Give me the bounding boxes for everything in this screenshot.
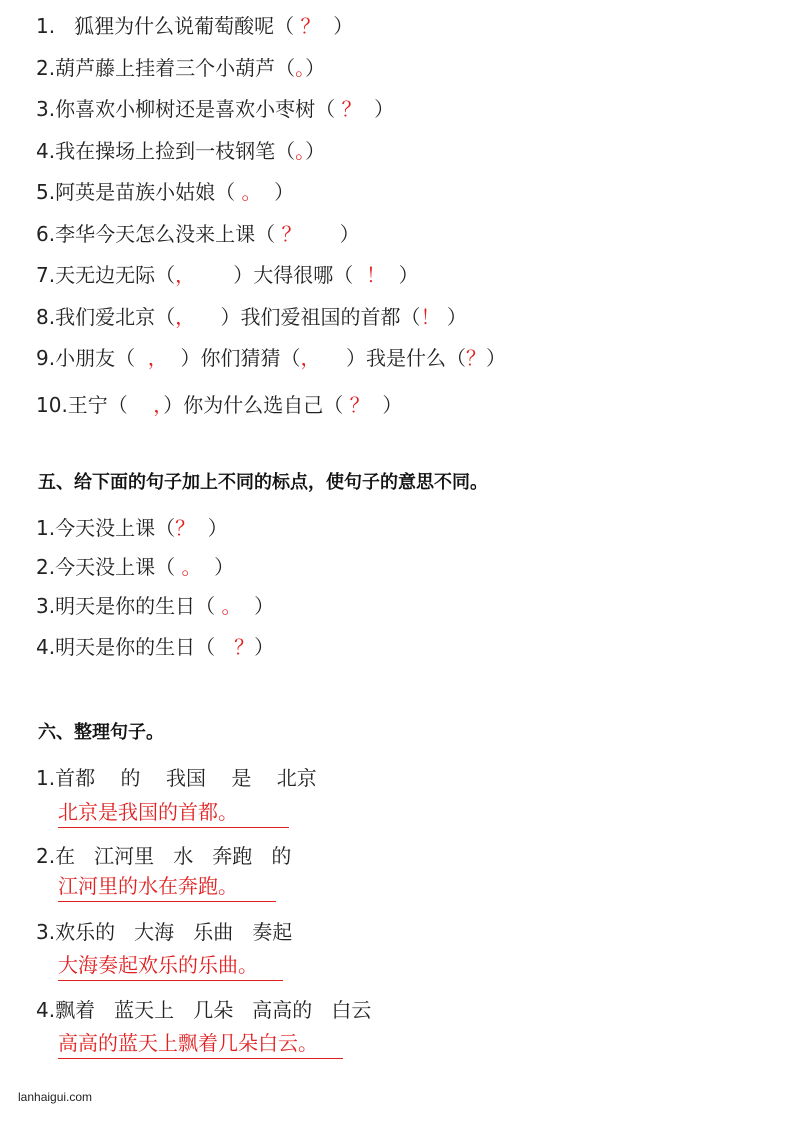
s5-sentence-3 xyxy=(36,592,274,620)
sentence-9 xyxy=(36,344,506,372)
answer-mark: ！ xyxy=(353,263,386,287)
sentence-8 xyxy=(36,303,467,331)
sentence-4 xyxy=(36,137,325,165)
sentence-text: 2.今天没上课（ xyxy=(36,555,176,579)
sentence-text: 4.我在操场上捡到一枝钢笔（ xyxy=(36,139,296,163)
sentence-text: ）你为什么选自己（ xyxy=(163,393,344,417)
sentence-text: ） xyxy=(201,555,235,579)
sentence-5 xyxy=(36,178,294,206)
sentence-7 xyxy=(36,261,419,289)
s6-answer-2: 江河里的水在奔跑。 xyxy=(58,872,276,902)
sentence-6 xyxy=(36,220,360,248)
sentence-text: ）我是什么（ xyxy=(320,346,466,370)
sentence-text: ） xyxy=(367,97,395,121)
sentence-text: 3.明天是你的生日（ xyxy=(36,594,216,618)
s6-answer-1: 北京是我国的首都。 xyxy=(58,798,289,828)
s5-sentence-1 xyxy=(36,514,228,542)
s6-question-1: 1.首都 的 我国 是 北京 xyxy=(36,766,317,790)
sentence-text: 1. 狐狸为什么说葡萄酸呢（ xyxy=(36,14,295,38)
s5-sentence-2 xyxy=(36,553,234,581)
sentence-text: ） xyxy=(241,594,275,618)
answer-mark: ！ xyxy=(420,305,441,329)
sentence-text: ）你们猜猜（ xyxy=(167,346,301,370)
sentence-text: ） xyxy=(254,635,275,659)
answer-mark: 。 xyxy=(295,56,306,80)
answer-mark: ， xyxy=(135,346,168,370)
sentence-text: ） xyxy=(305,139,326,163)
sentence-text: 3.你喜欢小柳树还是喜欢小枣树（ xyxy=(36,97,336,121)
sentence-text: ） xyxy=(267,180,295,204)
s5-sentence-4 xyxy=(36,633,274,661)
answer-mark: ？ xyxy=(335,97,368,121)
sentence-text: 6.李华今天怎么没来上课（ xyxy=(36,222,276,246)
s6-answer-3: 大海奏起欢乐的乐曲。 xyxy=(58,951,283,981)
sentence-text: ） xyxy=(385,263,419,287)
answer-mark: ， xyxy=(300,346,321,370)
answer-mark: ？ xyxy=(294,14,327,38)
s6-question-3: 3.欢乐的 大海 乐曲 奏起 xyxy=(36,920,293,944)
answer-mark: ？ xyxy=(465,346,486,370)
sentence-text: ） xyxy=(485,346,506,370)
answer-mark: 。 xyxy=(215,594,242,618)
answer-mark: ？ xyxy=(275,222,308,246)
section-6-heading: 六、整理句子。 xyxy=(38,722,164,743)
sentence-10 xyxy=(36,391,402,419)
sentence-text: 8.我们爱北京（ xyxy=(36,305,176,329)
sentence-text: ）我们爱祖国的首都（ xyxy=(195,305,421,329)
answer-mark: 。 xyxy=(235,180,268,204)
answer-mark: ？ xyxy=(215,635,255,659)
sentence-text: 4.明天是你的生日（ xyxy=(36,635,216,659)
answer-mark: 。 xyxy=(295,139,306,163)
sentence-text: 10.王宁（ xyxy=(36,393,128,417)
answer-mark: ？ xyxy=(175,516,196,540)
sentence-text: ） xyxy=(440,305,467,329)
sentence-text: 2.葫芦藤上挂着三个小葫芦（ xyxy=(36,56,296,80)
answer-mark: ， xyxy=(175,263,196,287)
sentence-text: 5.阿英是苗族小姑娘（ xyxy=(36,180,236,204)
site-footer: lanhaigui.com xyxy=(18,1090,93,1104)
sentence-text: ） xyxy=(305,56,326,80)
answer-mark: ？ xyxy=(343,393,376,417)
sentence-1 xyxy=(36,12,353,40)
section-5-heading: 五、给下面的句子加上不同的标点，使句子的意思不同。 xyxy=(38,472,488,493)
s6-question-2: 2.在 江河里 水 奔跑 的 xyxy=(36,844,292,868)
sentence-text: ） xyxy=(195,516,228,540)
sentence-text: ） xyxy=(307,222,360,246)
sentence-2 xyxy=(36,54,325,82)
sentence-text: 9.小朋友（ xyxy=(36,346,136,370)
s6-question-4: 4.飘着 蓝天上 几朵 高高的 白云 xyxy=(36,998,372,1022)
answer-mark: ， xyxy=(175,305,196,329)
sentence-3 xyxy=(36,95,394,123)
answer-mark: ， xyxy=(127,393,164,417)
sentence-text: 1.今天没上课（ xyxy=(36,516,176,540)
s6-answer-4: 高高的蓝天上飘着几朵白云。 xyxy=(58,1029,343,1059)
sentence-text: ） xyxy=(375,393,403,417)
sentence-text: ） xyxy=(326,14,354,38)
answer-mark: 。 xyxy=(175,555,202,579)
sentence-text: 7.天无边无际（ xyxy=(36,263,176,287)
sentence-text: ）大得很哪（ xyxy=(195,263,354,287)
